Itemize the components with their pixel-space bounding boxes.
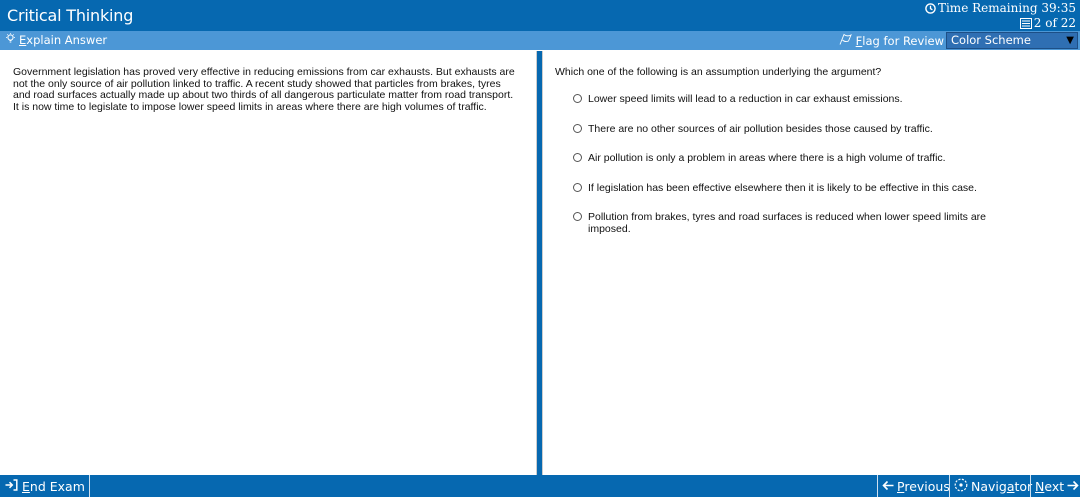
flag-icon [839,33,852,48]
previous-button[interactable] [877,475,953,497]
top-bar [0,0,1080,31]
time-remaining [925,1,1076,15]
radio-button[interactable] [573,124,582,133]
navigator-label: Navigator [971,478,1033,494]
question-stem: Which one of the following is an assumption underlying the argument? [555,66,882,78]
color-scheme-label: Color Scheme [951,33,1031,47]
answer-option[interactable] [573,182,1013,194]
clock-icon [925,3,936,14]
flag-for-review-button[interactable] [839,33,944,48]
radio-button[interactable] [573,94,582,103]
navigator-button[interactable] [949,475,1035,497]
answer-option-text: Air pollution is only a problem in areas where there is a high volume of traffic. [588,152,946,165]
flag-for-review-label: Flag for Review [855,33,944,48]
end-exam-label: End Exam [22,478,85,494]
lightbulb-icon [5,33,16,47]
bottom-bar [0,475,1080,497]
time-remaining-text: Time Remaining 39:35 [937,1,1076,15]
answer-option[interactable] [573,152,1013,164]
explain-answer-button[interactable] [5,33,107,47]
next-button[interactable] [1030,475,1080,497]
explain-answer-label: Explain Answer [19,33,108,47]
next-label: Next [1035,478,1065,494]
answer-option[interactable] [573,211,1013,235]
answer-option-text: There are no other sources of air pollution besides those caused by traffic. [588,122,933,135]
question-counter[interactable] [1020,16,1076,30]
question-list-icon [1020,18,1032,29]
radio-button[interactable] [573,183,582,192]
end-exam-button[interactable] [0,475,90,497]
answer-option-text: Pollution from brakes, tyres and road surfaces is reduced when lower speed limits are imposed. [588,211,987,236]
answer-option[interactable] [573,93,1013,105]
dropdown-arrow-icon: ▼ [1066,35,1074,46]
passage-pane[interactable] [0,51,537,475]
arrow-left-icon [882,479,894,494]
exam-title: Critical Thinking [7,6,134,25]
radio-button[interactable] [573,153,582,162]
color-scheme-select[interactable] [946,32,1078,49]
radio-button[interactable] [573,212,582,221]
answer-option-text: If legislation has been effective elsewhere then it is likely to be effective in this case. [588,181,977,194]
previous-label: Previous [897,478,950,494]
arrow-right-icon [1067,479,1079,494]
question-pane[interactable] [542,51,1080,475]
exit-icon [5,479,18,494]
answer-option-text: Lower speed limits will lead to a reduction in car exhaust emissions. [588,93,903,105]
passage-text: Government legislation has proved very effective in reducing emissions from car exhausts. But exhausts are not the only source of air pollution linked to traffic. A recent study showed that particles from brakes, tyres and road surfaces actually made up about two thirds of all dangerous particulate matter from road transport. It is now time to legislate to impose lower speed limits in areas where there are high volumes of traffic. [13,66,515,113]
question-counter-text: 2 of 22 [1033,16,1076,30]
toolbar [0,31,1080,50]
navigator-icon [954,478,968,495]
answer-option[interactable] [573,123,1013,135]
answer-options [573,93,1013,253]
